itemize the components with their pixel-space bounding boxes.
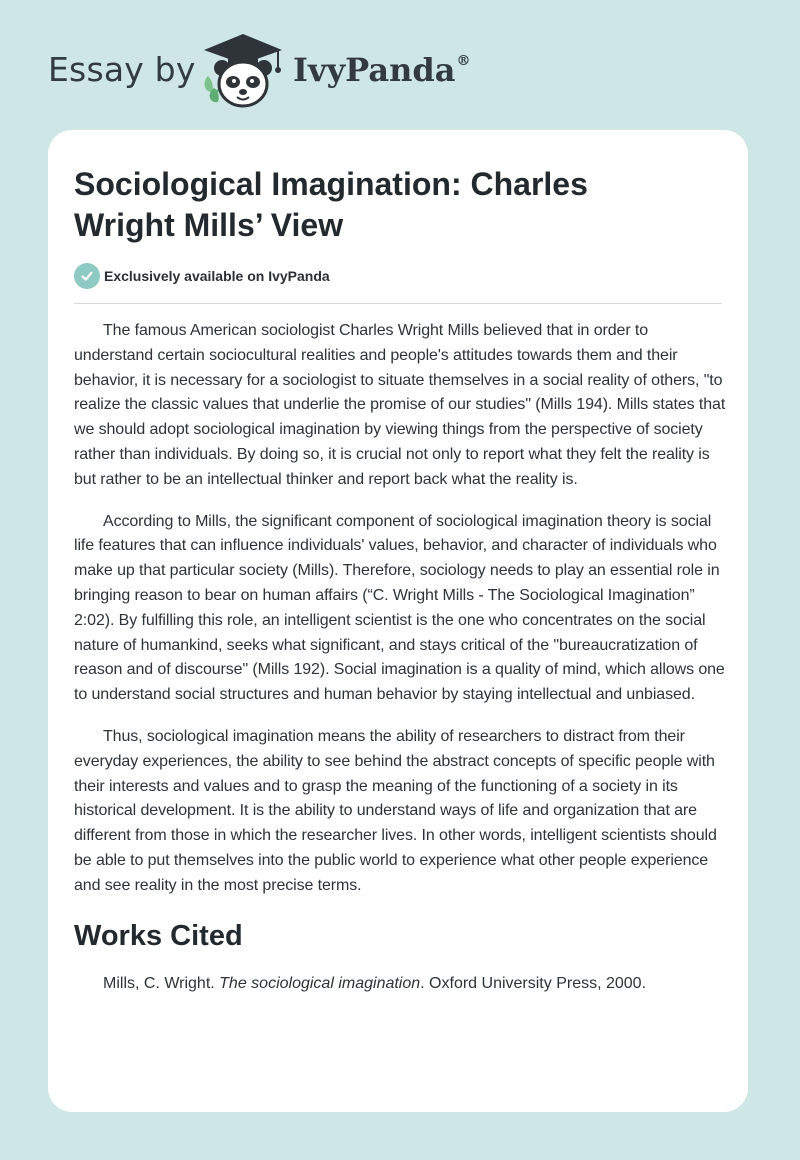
essay-body — [74, 319, 726, 996]
essay-card — [48, 130, 748, 1112]
exclusive-badge — [74, 263, 330, 289]
site-header — [48, 30, 608, 110]
paragraph-1: The famous American sociologist Charles Wright Mills believed that in order to understand certain sociocultural realities and people's attitudes towards them and their behavior, it is necessary for a sociologist to situate themselves in a social reality of others, "to realize the classic values that underlie the promise of our studies" (Mills 194). Mills states that we should adopt sociological imagination by viewing things from the perspective of society rather than individuals. By doing so, it is crucial not only to report what they felt the reality is but rather to be an intellectual thinker and report back what the reality is. — [74, 322, 726, 488]
citation-book-title: The sociological imagination — [219, 974, 421, 992]
citation-author: Mills, C. Wright. — [103, 974, 220, 992]
citation-publisher: . Oxford University Press, 2000. — [420, 974, 647, 992]
check-icon — [74, 263, 100, 289]
page-title: Sociological Imagination: Charles Wright Mills’ View — [74, 166, 588, 243]
brand-name[interactable] — [293, 51, 470, 89]
registered-mark: ® — [456, 53, 471, 69]
essay-by-label: Essay by — [48, 50, 196, 89]
panda-graduate-icon[interactable] — [200, 32, 286, 112]
divider — [74, 303, 722, 304]
paragraph-3: Thus, sociological imagination means the ability of researchers to distract from their everyday experiences, the ability to see behind the abstract concepts of specific people with their interests and values and to grasp the meaning of the functioning of a society in its historical development. It is the ability to understand ways of life and organization that are different from those in which the researcher lives. In other words, intelligent scientists should be able to put themselves into the public world to experience what other people experience and see reality in the most precise terms. — [74, 727, 717, 894]
works-cited-heading: Works Cited — [74, 919, 243, 952]
paragraph-2: According to Mills, the significant component of sociological imagination theory is social life features that can influence individuals' values, behavior, and character of individuals who make up that particular society (Mills). Therefore, sociology needs to play an essential role in bringing reason to bear on human affairs (“C. Wright Mills - The Sociological Imagination” 2:02). By fulfilling this role, an intelligent scientist is the one who concentrates on the social nature of humankind, seeks what significant, and stays critical of the "bureaucratization of reason and of discourse" (Mills 192). Social imagination is a quality of mind, which allows one to understand social structures and human behavior by staying intellectual and unbiased. — [74, 512, 725, 704]
citation-entry — [74, 972, 726, 996]
brand-text: IvyPanda — [293, 51, 456, 89]
exclusive-label: Exclusively available on IvyPanda — [104, 268, 330, 284]
